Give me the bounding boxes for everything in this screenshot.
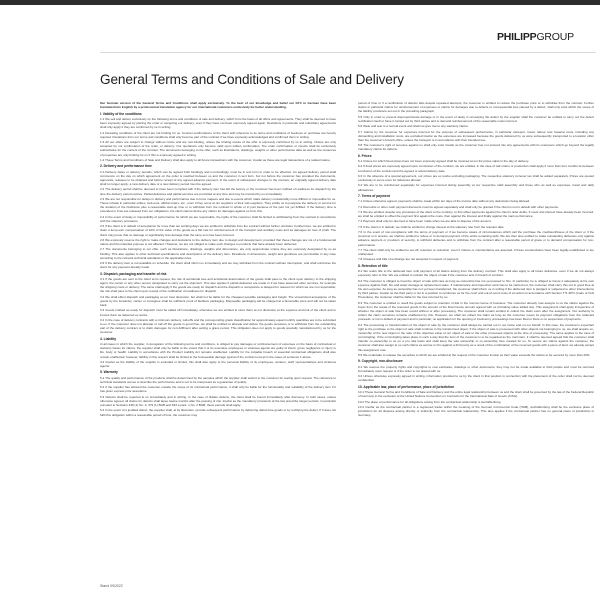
clause-paragraph: 5.8 The customer's right of recourse against us shall only exist insofar as the customer has not entered into any agreements with its customers which go beyond the legally mandatory claims for defects. bbox=[358, 143, 594, 152]
clause-paragraph: 6.3 In the absence of a special agreement, our prices are ex works excluding packaging. The respective statutory turnover tax shall be added separately. Prices are quoted exclusively in euros even for deliveries abroad. bbox=[358, 173, 594, 183]
clause-paragraph: 8.3 The customer is entitled to resell the goods subject to retention of title in the normal course of business. The customer already now assigns to us the claims against the buyer from the resale of the reserved goods in the amount of the final invoice amount agreed with us (including value added tax). This assignment shall apply irrespective of whether the object of sale has been resold without or after processing. The customer shall remain entitled to collect the claim even after the assignment. Our authority to collect the claim ourselves remains unaffected by this. However, we shall not collect the claim as long as the customer meets its payment obligations from the collected proceeds, is not in default of payment and in particular, no application for the opening of insolvency proceedings has been filed or there is no suspension of payments. bbox=[358, 300, 594, 322]
clause-paragraph: 9.2 Unless otherwise expressly agreed in writing, information provided to us by the client in that position in connection with the placement of the order shall not be deemed confidential. bbox=[358, 374, 594, 383]
clause-paragraph: period of time or if a rectification of defects fails despite repeated attempts, the customer is entitled to reduce the purchase price or to withdraw from the contract. Further claims in particular claims for reimbursement of expenses or claims for damages due to defects or consequential loss caused by a defect, shall only exist within the scope of the liability provisions set out in the preceding paragraph. bbox=[358, 101, 594, 114]
section-heading: 6. Prices bbox=[358, 153, 372, 158]
clause-paragraph: 5.1 The quality and performance of the products shall be determined by the samples which the supplier shall submit to the customer for testing upon request. The reference to technical standards serves to describe the performance and is not to be interpreted as a guarantee of quality. bbox=[100, 375, 336, 384]
clause-paragraph: 2.1 Delivery dates or delivery periods, which can be agreed both bindingly and non-bindingly, must be in text form in order to be effective. An agreed delivery period shall commence on the day on which agreement on the order is reached between us and the customer in text form, but not before the customer has provided the documents, approvals, releases to be obtained and before receipt of any agreed advance payment. In the event of subsequent changes to the contract, an originally agreed delivery date shall no longer apply; a new delivery date or a new delivery period must be agreed. bbox=[100, 169, 336, 187]
clause-paragraph: 6.2 If fixed prices are expressly agreed upon conclusion of the contract, we are entitled, in the case of call orders or production shall apply if more than four months lie between conclusion of the contract and the agreed or actual delivery date. bbox=[358, 164, 594, 173]
clause-paragraph: 8.1 We retain title to the delivered item until payment of all claims arising from the delivery contract. This shall also apply to all future deliveries, even if we do not always expressly refer to this. We are entitled to reclaim the object of sale if the customer acts in breach of contract. bbox=[358, 269, 594, 278]
clause-paragraph: 9.1 We reserve the property rights and copyrights to cost estimates, drawings or other documents; they may not be made available to third parties and must be returned immediately upon request or if the order is not placed with us. bbox=[358, 364, 594, 373]
clause-paragraph: 7.1 Unless otherwise agreed, payments shall be made within ten days of the invoice date without any deductions being allowed. bbox=[358, 199, 531, 204]
clause-paragraph: 1.4 These Terms and Conditions of Sale and Delivery shall also apply to all future transactions with the customer, insofar as these are legal transactions of a related nature. bbox=[100, 157, 331, 162]
clause-paragraph: 7.6 In the event of non-compliance with the terms of payment or if we become aware of circumstances which call the purchase the creditworthiness of the client or if the customer is in arrears, we shall be entitled to refuse or to demand payment of the entire remaining debt. We are then also entitled to make outstanding deliveries only against advance payment or provision of security, to withhold deliveries and to withdraw from the contract after a reasonable period of grace or to demand compensation for non-performance. bbox=[358, 230, 594, 247]
clause-paragraph: 2.5 If the client is in default of acceptance for more than ten working days we are entitled to withdraw from the contract without further reminder. Furthermore, we are entitled to claim a lump-sum compensation of 10% of the value of the goods as a flat rate for reimbursement of the transport and ancillary costs and as damages for loss of profit. The client may prove that no damage or significantly less damage than the lump sum has been incurred. bbox=[100, 224, 336, 237]
clause-paragraph: 8.5 We undertake to release the securities to which we are entitled at the request of the customer insofar as their value exceeds the claims to be secured by more than 20%. bbox=[358, 352, 591, 357]
logo-secondary-text: GROUP bbox=[536, 31, 574, 43]
clause-paragraph: 2.7 The documents belonging to our offer, such as illustrations, drawings, weights and dimensions, are only approximate unless they are expressly designated by us as binding. This also applies to other technical specifications and descriptions of the delivery item. Deviations in dimensions, weight and goodness are permissible in any case according to the relevant technical standards or the applicable rules. bbox=[100, 247, 336, 260]
header-divider bbox=[100, 52, 596, 53]
section-heading: 7. Terms of payment bbox=[358, 193, 390, 198]
clause-paragraph: 3.2 We shall effect dispatch and packaging at our best discretion, but shall not be liable for the cheapest possible packaging and freight. The unrestricted acceptance of the goods by the forwarder, carrier or consignee shall be sufficient proof of faultless packaging. Disposable packaging will be charged at a favourable price and will not be taken back. bbox=[100, 294, 336, 308]
clause-paragraph: 10.2 The place of performance for all obligations arising from the contractual relationship is Aschaffenburg. bbox=[358, 399, 502, 404]
section-heading: I. Validity of the conditions bbox=[100, 111, 142, 116]
section-heading: 2. Delivery and performance time bbox=[100, 164, 152, 169]
footer-version: Stand 09/2022 bbox=[100, 584, 123, 588]
clause-paragraph: 5.4 In the event of a justified defect, the supplier shall, at its discretion, provide subsequent performance by delivering defect-free goods or by rectifying the defect. If it does not fulfil this obligation within a reasonable period of time, the customer may bbox=[100, 408, 336, 417]
clause-paragraph: 1.2 Deviating conditions of the client are not binding for us. Counter-confirmations of the client with reference to its terms and conditions of business or purchase are hereby rejected. Deviations from our terms and conditions shall only become part of the contract if we have expressly acknowledged and confirmed them in writing. bbox=[100, 130, 336, 139]
clause-paragraph: 1.3 All our offers are subject to change without notice and are non-binding, unless the binding nature of the offer is expressly confirmed by us in writing. Orders are only accepted by our confirmation of the order, or delivery. Our quotations only become valid upon written confirmation. The order confirmation or invoice shall be exclusively authoritative for the content of the contract. The documents belonging to the offer, such as illustrations, drawings, weights or other performance data as well as the resources of properties are only binding for us if this is expressly agreed in writing. bbox=[100, 140, 336, 157]
logo-primary-text: PHILIPP bbox=[497, 31, 537, 43]
clause-paragraph: 2.2 The delivery period shall be deemed to have been complied with if the delivery item has left the factory or the customer has been notified of readiness for dispatch by the time the delivery period expires. Partial deliveries and partial services are permitted at any time and may be invoiced by us immediately. bbox=[100, 187, 336, 196]
clause-paragraph: 7.5 If the client is in default, we shall be entitled to charge interest at the statutory rate from the relevant date. bbox=[358, 224, 505, 229]
clause-paragraph: 3.4 In the case of delivery contracts with a minimum delivery, call-offs and the corresponding grade classification for approximately equal monthly quantities are to be submitted to us. If the customer does not allocate or call off the goods in good time, we shall be entitled to allocate and deliver the goods ourselves or to withdraw from the outstanding part of the delivery contract or to claim damages for non-fulfilment after setting a grace period. This obligation does not apply to goods specially manufactured by us for the customer. bbox=[100, 317, 336, 335]
clause-paragraph: 5.3 Defects shall be reported to us immediately and in writing. In the case of hidden defects, the client shall be bound immediately after discovery. In both cases, unless otherwise agreed, all claims for defects shall lapse twelve months after the passing of risk. Insofar as the mandatory provisions of the law prescribe longer periods, in particular pursuant to Sections 438 (1) No. 2, 479 (1) BGB and 634 a para. 1 No. 2 BGB, these periods shall apply. bbox=[100, 394, 336, 408]
clause-paragraph: 10.3 Insofar as the contractual partner is a registered trader within the meaning of the German Commercial Code (HGB), Aschaffenburg shall be the exclusive place of jurisdiction for all disputes arising directly or indirectly from the contractual relationship. This also applies if the contractual partner has no general place of jurisdiction in Germany. bbox=[358, 404, 594, 418]
clause-paragraph: In all cases in which the supplier, in derogation of the following terms and conditions, is obliged to pay damages or reimbursement of expenses on the basis of contractual or statutory bases for claims, the supplier shall only be liable to the extent that it or its executive employees or vicarious agents are guilty of intent, gross negligence or injury to life, body or health. Liability in accordance with the Product Liability Act remains unaffected. Liability for the culpable breach of essential contractual obligations shall also remain unaffected; however, liability in this respect shall be limited to the foreseeable damage typical of the contract except in the cases of sentence 1 above. bbox=[100, 342, 336, 359]
clause-paragraph: 2.4 In the event of delay or impossibility of performance for which we are responsible, the rights of the customer shall be limited to withdrawing from the contract in accordance with the statutory provisions. bbox=[100, 214, 336, 223]
section-heading: 3. Dispatch, packaging and transfer of risk bbox=[100, 271, 167, 276]
clause-paragraph: 7.8 Cheques and bills of exchange are not accepted in respect of payment. bbox=[358, 257, 460, 262]
clause-paragraph: 7.4 Payment shall only be deemed to have been made when we are able to dispose of the amount. bbox=[358, 219, 492, 224]
section-heading: 8. Retention of title bbox=[358, 263, 388, 268]
section-heading: 5. Warranty bbox=[100, 370, 118, 375]
clause-paragraph: 5.6 Wear and tear is a normal event and shall not give rise to any warranty claims. bbox=[358, 124, 469, 129]
clause-paragraph: 7.7 The client shall only be entitled to set-off, retention or reduction, even if notices or counterclaims are asserted, if these counterclaims have been legally established or are undisputed. bbox=[358, 247, 594, 257]
clause-paragraph: 2.8 If the delivery item is not available on schedule, the client shall inform us immediately and we may withdraw from the contract without interruption, and shall reimburse the client for any payment already made. bbox=[100, 261, 336, 270]
clause-paragraph: 7.3 We are entitled, despite any provisions of the client to the contrary, to first offset payments against the client's older debts. If costs and interest have already been incurred, we shall be entitled to offset the payment first against the costs, then against the interest and finally against the main performance. bbox=[358, 209, 594, 219]
clause-paragraph: 6.4 We are to be reimbursed separately for expenses incurred during assembly at our respective valid assembly and those who as well as expenses, travel and daily allowances. bbox=[358, 183, 594, 192]
clause-paragraph: 3.3 Goods notified as ready for dispatch must be called off immediately, otherwise we are entitled to store them at our discretion at the expense and risk of the client and to invoice them as delivered ex works. bbox=[100, 308, 336, 317]
clause-paragraph: 1.1 We sell and deliver exclusively on the following terms and conditions of sale and delivery, which form the basis of all offers and agreements. They shall be deemed to have been expressly agreed by placing the order or accepting our delivery, even if they have not been expressly agreed again. Deviations in particular and subsidiary agreements shall only apply if they are confirmed by us in writing. bbox=[100, 116, 336, 130]
top-dark-bar bbox=[0, 0, 600, 5]
section-heading: 10. Applicable law, place of performance, place of jurisdiction bbox=[358, 384, 455, 389]
clause-paragraph: 8.2 The customer is obliged to treat the object of sale with care as long as ownership has not yet passed to him. In particular, he is obliged to insure it adequately at his own expense against theft, fire and water damage at replacement value. If maintenance and inspection work has to be carried out, the customer shall carry this out in good time at his own expense. As long as ownership has not yet been transferred, the customer shall inform us in writing if the delivered item is pledged or subjected to other interventions by third parties. Insofar as the third party is not in a position to reimburse us for the court and out-of-court costs of an action in accordance with Section 771 ZPO (Code of Civil Procedure), the customer shall be liable for the loss incurred by us. bbox=[358, 278, 594, 300]
clause-paragraph: 5.7 Claims by the customer for expenses incurred for the purpose of subsequent performance, in particular transport, travel, labour and material costs, including any dismantling and installation costs, are excluded insofar as the expenses are increased because the goods delivered by us were subsequently transported to a location other than the customer's branch office, unless the transport is in accordance with their intended use. bbox=[358, 129, 594, 142]
clause-paragraph: 5.5 Only in order to prevent disproportionate damage or in the event of delay in remedying the defect by the supplier shall the customer be entitled to carry out the defect rectification itself or have it carried out by third parties and to demand reimbursement of the reasonable costs incurred. bbox=[358, 114, 594, 123]
clause-paragraph: 8.4 The processing or transformation of the object of sale by the customer shall always be carried out in our name and on our behalf. In this case, the customer's expectant right to the purchase to the object of sale shall continue in the transformed object. If the object of sale is processed with other objects not belonging to us, we shall acquire co-ownership of the new object in the ratio of the objective value of our object of sale to the other processed objects at the time of processing. The same applies to the case of commingling. If the commingling takes place in such a way that the item of the customer is to be regarded as the main item, it shall be deemed agreed that the customer shall transfer co-ownership to us on a pro rata basis and shall keep the sole ownership or co-ownership thus created for us. To secure our claims against the customer, the customer shall also assign to us such claims as accrue to him against a third party as a result of the combination of the reserved goods with a piece of land. we already accept this assignment now. bbox=[358, 322, 594, 352]
left-text-column bbox=[100, 101, 336, 581]
clause-paragraph: 7.2 Discounts or other cash payment discounts must be agreed separately and shall only be granted if the client is not in default with other payments. bbox=[358, 204, 559, 209]
section-heading: 9. Copyright, non-disclosure bbox=[358, 359, 403, 364]
clause-paragraph: 5.2 If the supplier has advised the customer outside the scope of its contractual performance, it shall only be liable for the functionality and suitability of the delivery item if it has given express prior assurance. bbox=[100, 385, 336, 394]
clause-paragraph: 2.6 We expressly reserve the right to make changes and deviations to the delivery item due to design and development, provided that these changes are not of a fundamental nature and the intended purpose is not affected. However, we are not obliged to make such changes to products that have already been delivered. bbox=[100, 237, 336, 247]
company-logo bbox=[497, 31, 574, 43]
clause-paragraph: 3.1 If the goods are sent to the client at its request, the risk of accidental loss and accidental deterioration of the goods shall pass to the client upon delivery to the shipping agent, the carrier or any other person designated to carry out the shipment. This also applies if partial deliveries are made or if we have assumed other services, for example the shipping costs or delivery. The same shall apply if the goods are ready for dispatch and the dispatch or acceptance is delayed for reasons for which we are not responsible; the risk shall pass to the client upon receipt of the notification of readiness for dispatch. bbox=[100, 276, 336, 294]
clause-paragraph: 2.3 We are not responsible for delays in delivery and performance due to force majeure and due to events which make delivery considerably more difficult or impossible for us. These include in particular strikes, lock-outs, official orders, etc., even if they occur at our suppliers or their sub-suppliers. They entitle us to postpone the delivery or service for the duration of the hindrance plus a reasonable start-up time or to withdraw from the contract in whole or in part because of the part not yet fulfilled. If the delivery time is extended or if we are released from our obligations, the client cannot derive any claims for damages against us from this. bbox=[100, 196, 336, 214]
page-title: General Terms and Conditions of Sale and Delivery bbox=[100, 72, 404, 87]
intro-paragraph: Our German version of the General Terms and Conditions shall apply exclusively. To the best of our knowledge and belief our GTC in German have been translated into English by a professional translation agency for our international customers exclusively for better understanding. bbox=[100, 101, 336, 110]
clause-paragraph: 6.1 Unless for which fixed prices have not been expressly agreed shall be invoiced at our list prices valid on the day of delivery. bbox=[358, 159, 529, 164]
right-text-column bbox=[358, 101, 594, 581]
clause-paragraph: 10.1 These General Terms and Conditions of Sale and Delivery and the entire legal relationship between us and the client shall be governed by the law of the Federal Republic of Germany to the exclusion of the United Nations Convention on Contracts for the International Sale of Goods (CISG). bbox=[358, 390, 594, 399]
section-heading: 4. Liability bbox=[100, 336, 117, 341]
clause-paragraph: 4.2 Insofar as the liability of the supplier is excluded or limited, this shall also apply to the personal liability of its employees, workers, staff, representatives and vicarious agents. bbox=[100, 359, 336, 369]
